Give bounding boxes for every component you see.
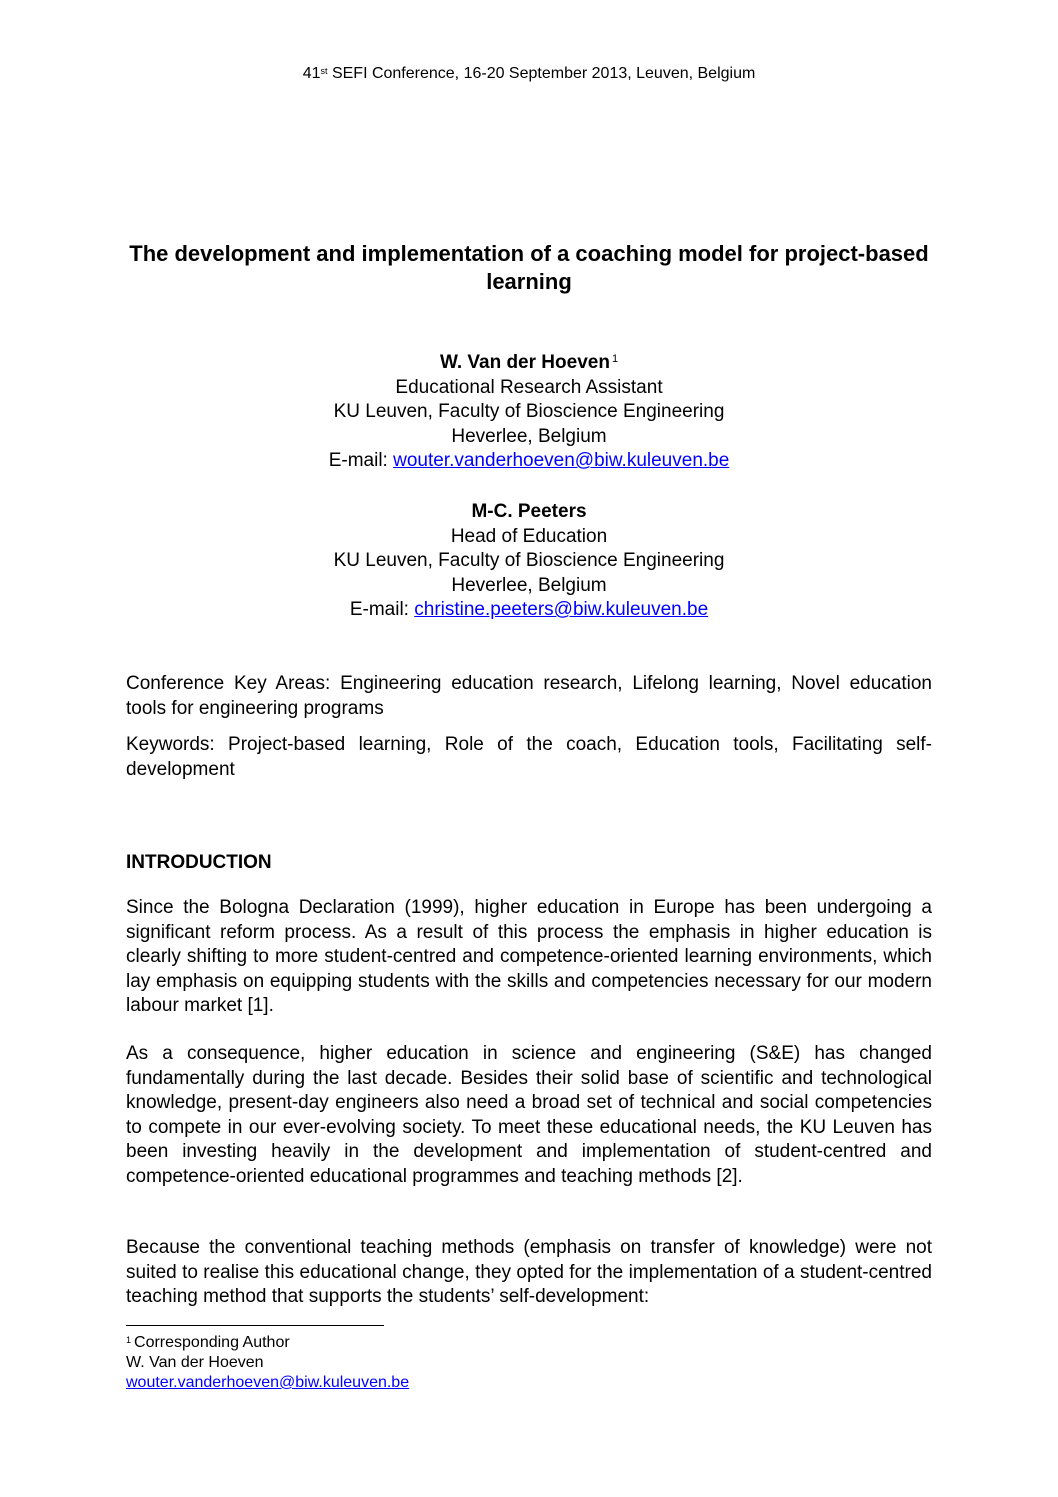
author-role: Head of Education — [450, 525, 608, 547]
author-name: M-C. Peeters — [471, 501, 587, 522]
intro-paragraph-1: Since the Bologna Declaration (1999), higher education in Europe has been undergoing a significant reform process. As a result of this process the emphasis in higher education is clearly shifting to more student-centred and competence-oriented learning environments, which lay emphasis on equipping students with the skills and competencies necessary for our modern labour market [1]. — [126, 897, 932, 1016]
intro-paragraph-2: As a consequence, higher education in science and engineering (S&E) has changed fundamentally during the last decade. Besides their solid base of scientific and technological knowledge, present-day engineers also need a broad set of technical and social competencies to compete in our ever-evolving society. To meet these educational needs, the KU Leuven has been investing heavily in the development and implementation of student-centred and competence-oriented educational programmes and teaching methods [2]. — [126, 1043, 932, 1187]
email-label: E-mail: — [328, 450, 394, 471]
footnote-email-line — [126, 1373, 409, 1393]
conference-ordinal: st — [320, 66, 328, 76]
author-email-line — [0, 449, 1058, 474]
footnote-label-line — [126, 1333, 409, 1353]
conference-details: SEFI Conference, 16-20 September 2013, Leuven, Belgium — [327, 65, 756, 82]
author-email-link[interactable]: christine.peeters@biw.kuleuven.be — [414, 599, 709, 620]
footnote-email-link[interactable]: wouter.vanderhoeven@biw.kuleuven.be — [126, 1374, 410, 1391]
footnote-label: Corresponding Author — [134, 1334, 290, 1351]
author-block-1 — [0, 351, 1058, 474]
author-affiliation: KU Leuven, Faculty of Bioscience Engineering — [333, 550, 725, 571]
footnote-name: W. Van der Hoeven — [126, 1354, 264, 1371]
author-location: Heverlee, Belgium — [451, 574, 607, 596]
paper-title: The development and implementation of a coaching model for project-based learning — [129, 241, 929, 294]
conference-header — [0, 64, 1058, 84]
author-name-line — [0, 351, 1058, 376]
keywords: Keywords: Project-based learning, Role of the coach, Education tools, Facilitating self-development — [126, 734, 932, 780]
footnote-mark: 1 — [611, 353, 619, 365]
intro-paragraph-3: Because the conventional teaching methods (emphasis on transfer of knowledge) were not suited to realise this educational change, they opted for the implementation of a student-centred teaching method that supports the students’ self-development: — [126, 1237, 932, 1307]
section-heading-introduction: INTRODUCTION — [126, 852, 272, 873]
footnote-mark: 1 — [126, 1335, 132, 1345]
conference-number: 41 — [302, 65, 321, 82]
author-block-2 — [0, 500, 1058, 623]
author-affiliation: KU Leuven, Faculty of Bioscience Engineering — [333, 401, 725, 422]
email-label: E-mail: — [349, 599, 415, 620]
author-email-line — [0, 598, 1058, 623]
footnote-divider — [126, 1325, 384, 1326]
conference-key-areas: Conference Key Areas: Engineering education research, Lifelong learning, Novel education tools for engineering programs — [126, 673, 932, 719]
author-email-link[interactable]: wouter.vanderhoeven@biw.kuleuven.be — [393, 450, 730, 471]
author-role: Educational Research Assistant — [395, 376, 663, 398]
footnote — [126, 1333, 409, 1393]
author-name: W. Van der Hoeven — [439, 352, 610, 373]
author-location: Heverlee, Belgium — [451, 425, 607, 447]
